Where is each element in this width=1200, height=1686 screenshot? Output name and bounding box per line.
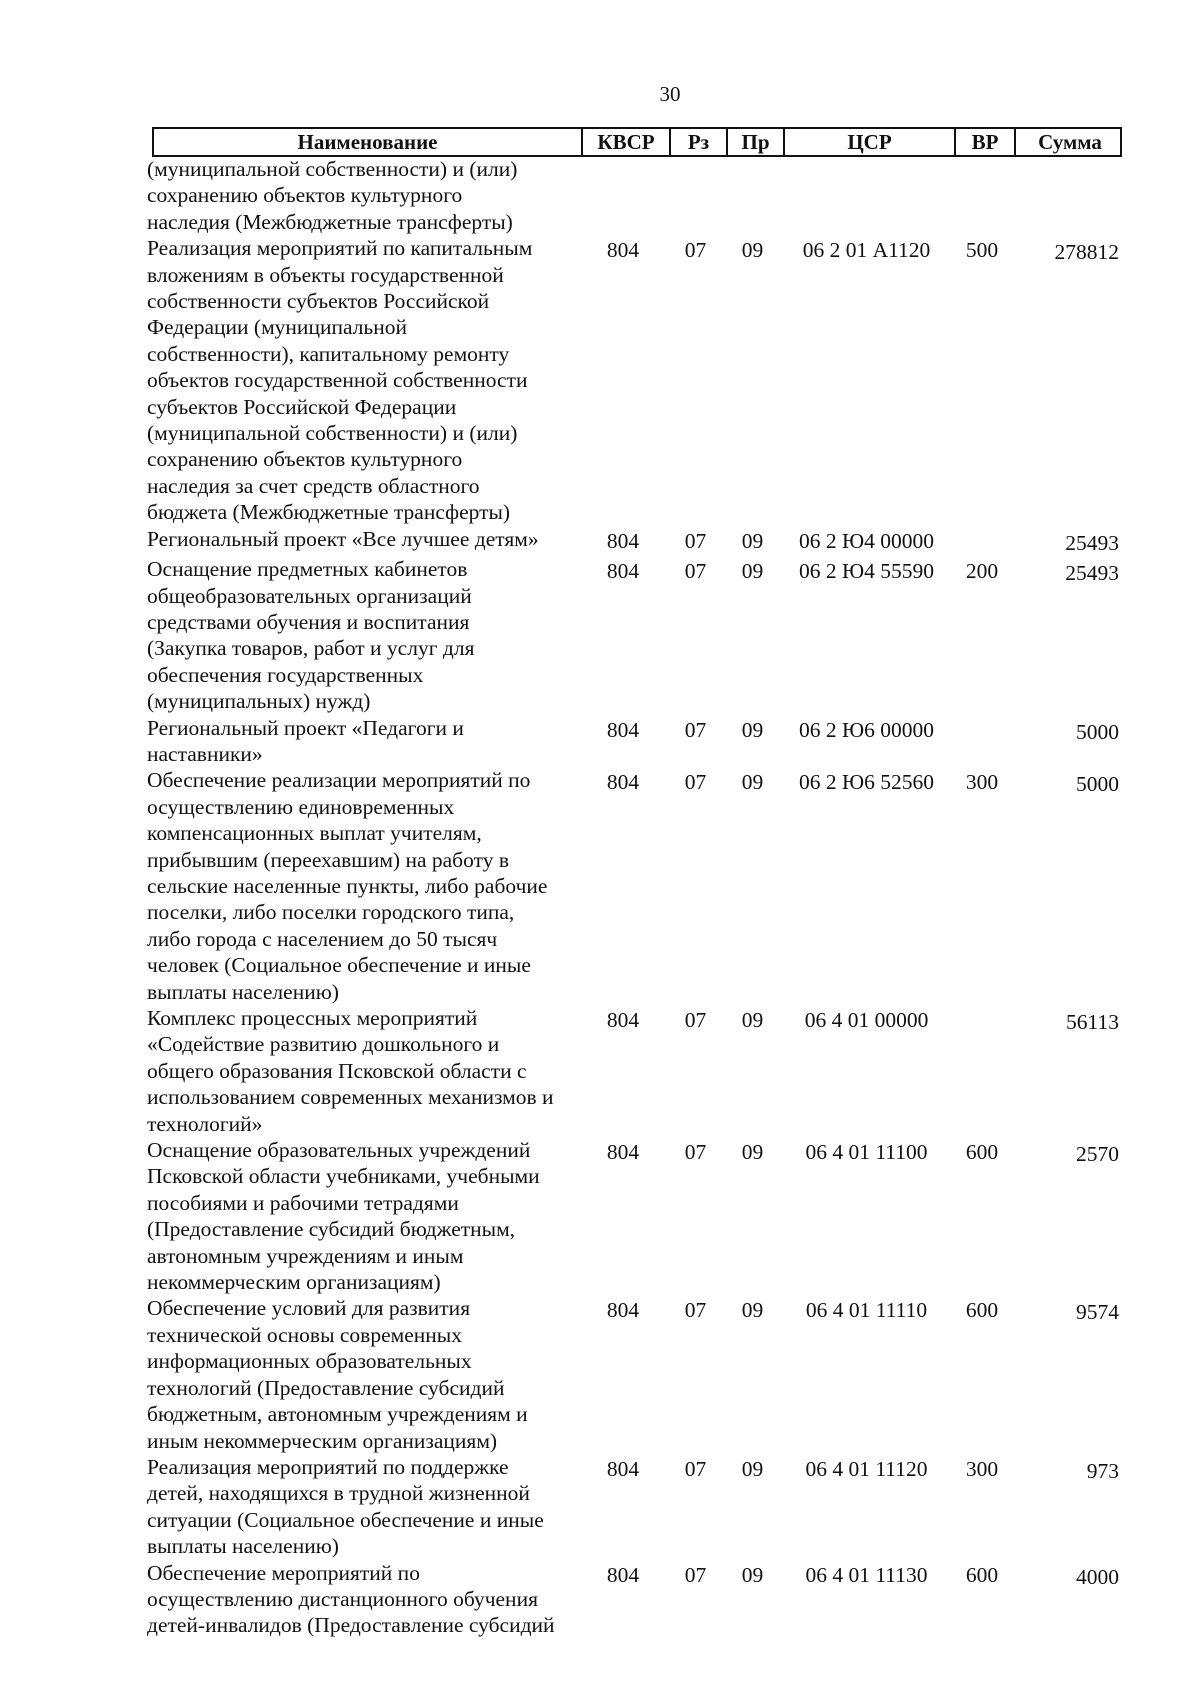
column-header-vr: ВР (954, 129, 1014, 156)
column-header-kvsr: КВСР (581, 129, 669, 156)
row-pr: 09 (741, 1008, 764, 1032)
page-number: 30 (659, 82, 681, 106)
column-header-rz: Рз (669, 129, 726, 156)
row-csr: 06 4 01 11130 (805, 1562, 928, 1587)
row-sum: 25493 (1065, 561, 1119, 586)
column-header-name: Наименование (297, 130, 438, 154)
row-sum: 278812 (1054, 240, 1119, 265)
row-csr: 06 2 Ю6 00000 (799, 717, 934, 742)
row-name: Обеспечение реализации мероприятий по осуществлению единовременных компенсационных выплат учителям, прибывшим (переехавшим) на работу в сельские населенные пункты, либо рабочие поселки, либо поселки городского типа, либо города с населением до 50 тысяч человек (Социальное обеспечение и иные выплаты населению) (147, 768, 548, 1004)
row-csr: 06 2 Ю4 00000 (799, 528, 934, 553)
row-rz: 07 (684, 1140, 707, 1165)
row-rz (667, 156, 724, 235)
row-csr: 06 4 01 00000 (804, 1008, 929, 1032)
row-kvsr: 804 (606, 717, 640, 742)
row-kvsr: 804 (606, 1298, 640, 1323)
table-row (147, 556, 1127, 714)
row-vr: 600 (965, 1140, 999, 1165)
table-row (147, 1005, 1127, 1137)
table-row (147, 767, 1127, 1005)
row-csr: 06 4 01 11120 (805, 1456, 928, 1481)
row-sum: 25493 (1065, 530, 1119, 555)
row-vr (952, 526, 1012, 556)
row-name: Обеспечение мероприятий по осуществлению дистанционного обучения детей-инвалидов (Предоставление субсидий (147, 1560, 555, 1638)
column-header-pr: Пр (726, 129, 783, 156)
row-name: Оснащение предметных кабинетов общеобразовательных организаций средствами обучения и воспитания (Закупка товаров, работ и услуг для обеспечения государственных (муниципальных) нужд) (147, 557, 475, 714)
row-csr: 06 2 Ю4 55590 (799, 559, 934, 584)
row-pr: 09 (741, 1562, 764, 1587)
column-header-csr: ЦСР (783, 129, 954, 156)
row-sum: 2570 (1076, 1142, 1119, 1167)
row-kvsr: 804 (606, 1008, 640, 1032)
row-csr: 06 2 Ю6 52560 (799, 770, 934, 795)
table-row (147, 715, 1127, 768)
row-vr: 500 (965, 238, 999, 263)
row-sum: 5000 (1076, 719, 1119, 744)
row-pr: 09 (741, 770, 764, 795)
row-vr (952, 156, 1012, 235)
row-vr: 600 (965, 1562, 999, 1587)
column-header-sum: Сумма (1014, 129, 1124, 156)
row-sum: 5000 (1076, 772, 1119, 797)
table-row (147, 526, 1127, 556)
row-vr: 600 (965, 1298, 999, 1323)
row-pr: 09 (741, 528, 764, 553)
row-vr (952, 715, 1012, 768)
row-name: Оснащение образовательных учреждений Псковской области учебниками, учебными пособиями и рабочими тетрадями (Предоставление субсидий бюджетным, автономным учреждениям и иным некоммерческим организациям) (147, 1138, 540, 1295)
table-row (147, 1295, 1127, 1453)
row-pr: 09 (741, 1456, 764, 1481)
row-pr (724, 156, 781, 235)
row-kvsr: 804 (606, 1562, 640, 1587)
row-pr: 09 (741, 1298, 764, 1323)
row-name: (муниципальной собственности) и (или) сохранению объектов культурного наследия (Межбюджетные трансферты) (147, 157, 518, 234)
row-sum: 9574 (1076, 1300, 1119, 1325)
row-kvsr (579, 156, 667, 235)
row-name: Реализация мероприятий по капитальным вложениям в объекты государственной собственности субъектов Российской Федерации (муниципальной собственности), капитальному ремонту объектов государственной собственности субъектов Российской Федерации (муниципальной собственности) и (или) сохранению объектов культурного наследия за счет средств областного бюджета (Межбюджетные трансферты) (147, 236, 533, 525)
row-kvsr: 804 (606, 238, 640, 263)
row-csr (781, 156, 952, 235)
row-pr: 09 (741, 717, 764, 742)
table-row (147, 156, 1127, 235)
row-vr: 200 (965, 559, 999, 584)
row-kvsr: 804 (606, 1140, 640, 1165)
table-row (147, 1137, 1127, 1295)
table-row (147, 1454, 1127, 1560)
row-sum: 56113 (1066, 1010, 1119, 1034)
row-kvsr: 804 (606, 770, 640, 795)
row-sum: 973 (1086, 1458, 1119, 1483)
row-name: Обеспечение условий для развития технической основы современных информационных образовательных технологий (Предоставление субсидий бюджетным, автономным учреждениям и иным некоммерческим организациям) (147, 1296, 528, 1453)
row-rz: 07 (684, 1008, 707, 1032)
row-pr: 09 (741, 238, 764, 263)
row-kvsr: 804 (606, 528, 640, 553)
row-rz: 07 (684, 559, 707, 584)
row-sum: 4000 (1076, 1564, 1119, 1589)
row-rz: 07 (684, 717, 707, 742)
row-name: Региональный проект «Все лучшее детям» (147, 526, 539, 551)
row-pr: 09 (741, 559, 764, 584)
row-rz: 07 (684, 1456, 707, 1481)
row-vr: 300 (965, 1456, 999, 1481)
row-kvsr: 804 (606, 559, 640, 584)
row-name: Реализация мероприятий по поддержке детей, находящихся в трудной жизненной ситуации (Социальное обеспечение и иные выплаты населению) (147, 1454, 544, 1559)
row-rz: 07 (684, 528, 707, 553)
row-rz: 07 (684, 1298, 707, 1323)
row-rz: 07 (684, 1562, 707, 1587)
row-rz: 07 (684, 770, 707, 795)
row-rz: 07 (684, 238, 707, 263)
table-header (152, 127, 1122, 157)
row-name: Региональный проект «Педагоги и наставники» (147, 715, 464, 766)
table-row (147, 235, 1127, 525)
row-csr: 06 4 01 11110 (805, 1298, 928, 1323)
row-csr: 06 4 01 11100 (805, 1140, 928, 1165)
row-name: Комплекс процессных мероприятий «Содействие развитию дошкольного и общего образования Псковской области с использованием современных механизмов и технологий» (147, 1006, 554, 1136)
table-row (147, 1560, 1127, 1639)
row-sum (1012, 156, 1127, 235)
row-vr: 300 (965, 770, 999, 795)
row-pr: 09 (741, 1140, 764, 1165)
row-kvsr: 804 (606, 1456, 640, 1481)
table-body (147, 156, 1127, 1639)
row-csr: 06 2 01 А1120 (802, 238, 931, 263)
row-vr (952, 1005, 1012, 1137)
